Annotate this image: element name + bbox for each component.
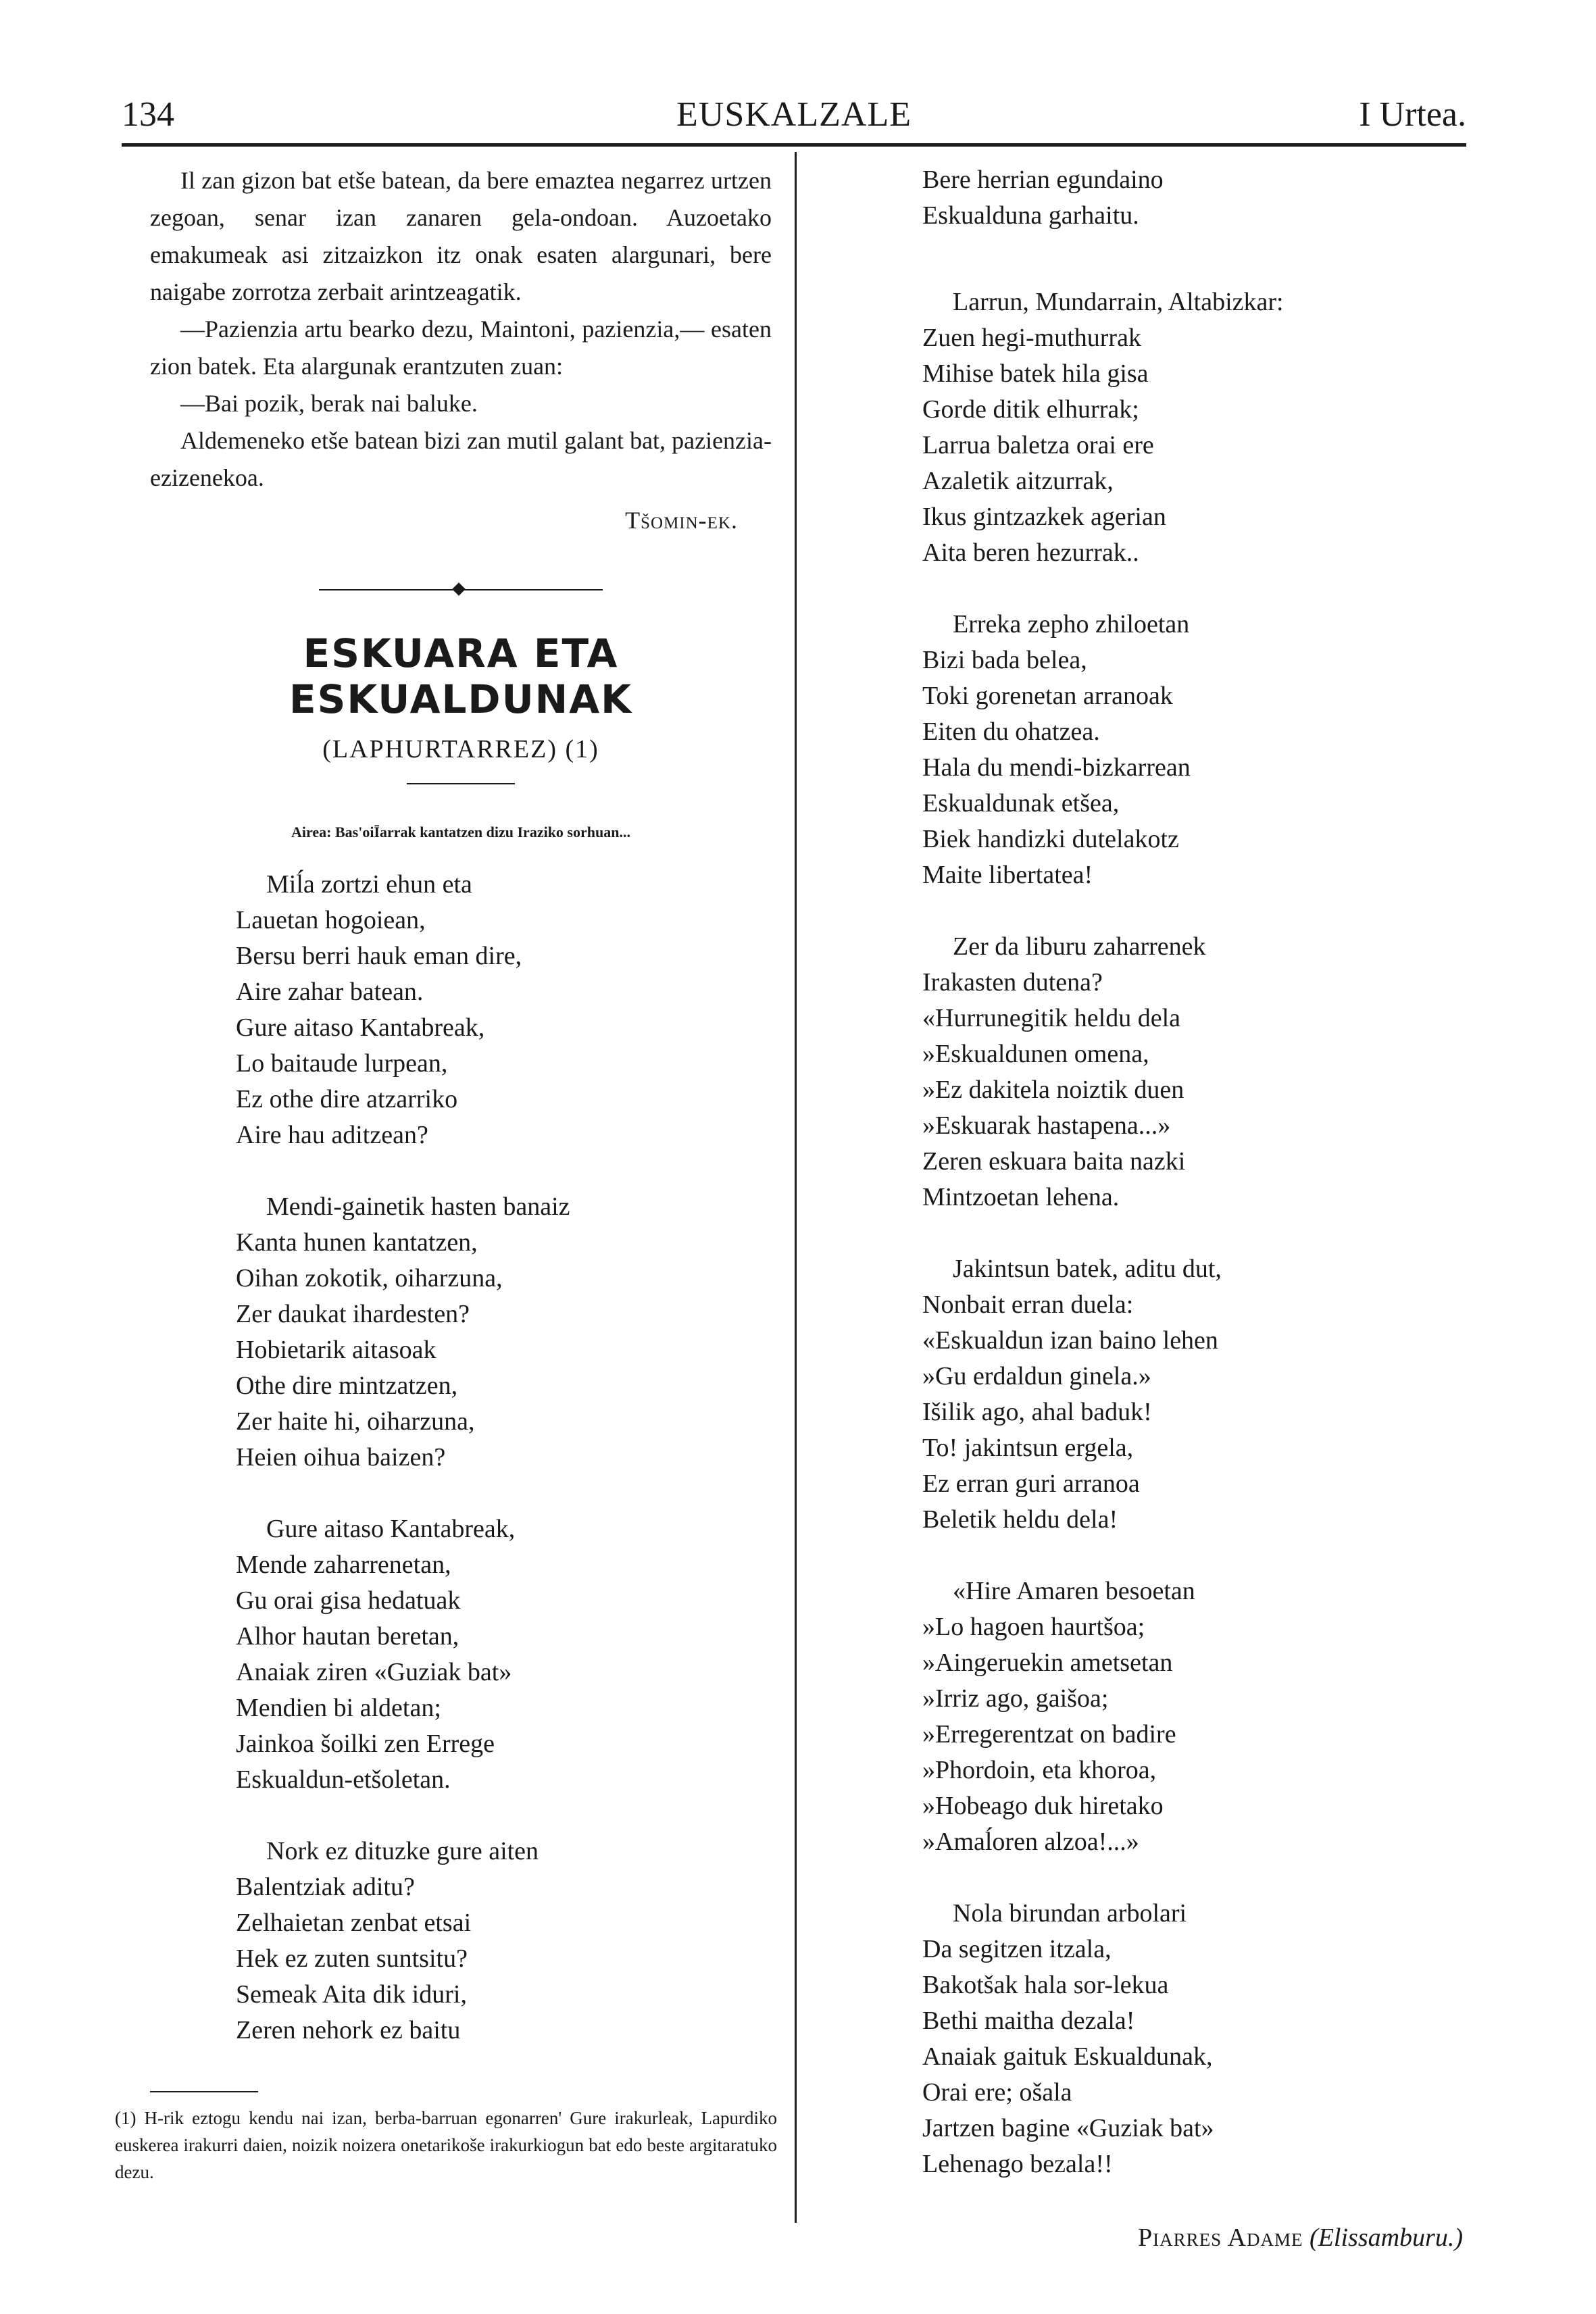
article-title: ESKUARA ETA ESKUALDUNAK	[289, 630, 633, 722]
author-signature	[922, 2219, 1463, 2257]
poem-line: »Ez dakitela noiztik duen	[922, 1076, 1184, 1104]
aire-note: Airea: Bas'oiĪarrak kantatzen dizu Iraziko sorhuan...	[291, 824, 630, 840]
poem-line: Zuen hegi-muthurrak	[922, 324, 1141, 352]
poem-line: Jartzen bagine «Guziak bat»	[922, 2114, 1214, 2142]
poem-line: Mendien bi aldetan;	[236, 1694, 441, 1722]
poem-line: Zeren nehork ez baitu	[236, 2016, 461, 2044]
poem-line: »Eskuarak hastapena...»	[922, 1111, 1171, 1140]
poem-line: »Erregerentzat on badire	[922, 1720, 1176, 1749]
section-ornament	[319, 580, 603, 600]
poem-line: Mende zaharrenetan,	[236, 1551, 451, 1579]
poem-line: Kanta hunen kantatzen,	[236, 1228, 478, 1257]
prose-paragraph: —Bai pozik, berak nai baluke.	[180, 390, 478, 417]
poem-line: »Phordoin, eta khoroa,	[922, 1756, 1157, 1784]
page-header	[122, 95, 1466, 142]
poem-line: »Lo hagoen haurtšoa;	[922, 1613, 1145, 1641]
poem-line: »Amaĺoren alzoa!...»	[922, 1828, 1139, 1856]
poem-line: Erreka zepho zhiloetan	[953, 610, 1190, 638]
poem-line: Jainkoa šoilki zen Errege	[236, 1730, 495, 1758]
prose-paragraph: Il zan gizon bat etše batean, da bere emaztea negarrez urtzen zegoan, senar izan zanaren gela-ondoan. Auzoetako emakumeak asi zitzaizkon itz onak esaten alargunari, bere naigabe zorrotza zerbait arintzeagatik.	[150, 167, 772, 305]
poem-line: Larrua baletza orai ere	[922, 431, 1154, 459]
article-subtitle: (LAPHURTARREZ) (1)	[322, 735, 599, 763]
poem-line: Bere herrian egundaino	[922, 166, 1164, 194]
poem-stanza	[922, 1251, 1463, 1538]
page-number: 134	[122, 95, 174, 134]
poem-line: Bersu berri hauk eman dire,	[236, 942, 522, 970]
poem-line: Zer haite hi, oiharzuna,	[236, 1407, 475, 1436]
poem-stanza	[150, 1189, 772, 1476]
poem-line: »Irriz ago, gaišoa;	[922, 1684, 1109, 1713]
poem-line: Bakotšak hala sor-lekua	[922, 1971, 1169, 1999]
poem-line: Othe dire mintzatzen,	[236, 1372, 458, 1400]
poem-line: Heien oihua baizen?	[236, 1443, 446, 1472]
poem-line: Beletik heldu dela!	[922, 1505, 1118, 1534]
poem-line: Orai ere; ošala	[922, 2078, 1072, 2107]
poem-stanza	[150, 1834, 772, 2048]
prose-story	[150, 162, 772, 539]
poem-line: Semeak Aita dik iduri,	[236, 1980, 467, 2009]
journal-year: I Urtea.	[1359, 95, 1466, 134]
poem-line: Hek ez zuten suntsitu?	[236, 1944, 468, 1973]
poem-line: »Aingeruekin ametsetan	[922, 1649, 1173, 1677]
author-alias: (Elissamburu.)	[1310, 2223, 1463, 2252]
column-divider	[795, 152, 797, 2223]
poem-line: Nola birundan arbolari	[953, 1899, 1187, 1928]
poem-line: «Eskualdun izan baino lehen	[922, 1326, 1218, 1355]
prose-paragraph: —Pazienzia artu bearko dezu, Maintoni, pazienzia,— esaten zion batek. Eta alargunak erantzuten zuan:	[150, 316, 772, 380]
poem-line: Zeren eskuara baita nazki	[922, 1147, 1186, 1176]
poem-stanza	[150, 1511, 772, 1798]
poem-line: »Eskualdunen omena,	[922, 1040, 1149, 1068]
poem-line: Gure aitaso Kantabreak,	[236, 1013, 485, 1042]
poem-line: Miĺa zortzi ehun eta	[266, 870, 472, 899]
poem-line: Zer da liburu zaharrenek	[953, 932, 1206, 961]
poem-stanza	[922, 284, 1463, 571]
left-column	[150, 162, 772, 2048]
poem-stanza	[922, 1574, 1463, 1860]
poem-line: Ez erran guri arranoa	[922, 1469, 1140, 1498]
poem-line: Biek handizki dutelakotz	[922, 825, 1179, 853]
poem-line: Bethi maitha dezala!	[922, 2007, 1135, 2035]
footnote-rule	[150, 2091, 258, 2092]
subtitle-rule	[407, 783, 515, 784]
footnote-mark: (1)	[115, 2108, 136, 2128]
poem-stanza	[922, 162, 1463, 234]
poem-stanza	[922, 1896, 1463, 2182]
poem-line: «Hurrunegitik heldu dela	[922, 1004, 1181, 1032]
poem-line: Mihise batek hila gisa	[922, 359, 1149, 388]
poem-line: Nonbait erran duela:	[922, 1290, 1134, 1319]
poem-line: Larrun, Mundarrain, Altabizkar:	[953, 288, 1284, 316]
poem-line: Hobietarik aitasoak	[236, 1336, 437, 1364]
poem-line: Eskualduna garhaitu.	[922, 201, 1139, 230]
footnote	[115, 2105, 777, 2186]
poem-line: Azaletik aitzurrak,	[922, 467, 1114, 495]
poem-line: Jakintsun batek, aditu dut,	[953, 1255, 1222, 1283]
poem-line: Gorde ditik elhurrak;	[922, 395, 1139, 424]
poem-line: Toki gorenetan arranoak	[922, 682, 1173, 710]
poem-line: Mendi-gainetik hasten banaiz	[266, 1192, 570, 1221]
footnote-text: H-rik eztogu kendu nai izan, berba-barruan egonarren' Gure irakurleak, Lapurdiko euskerea irakurri daien, noizik noizera onetarikoše irakurkiogun bat edo beste argitaratuko dezu.	[115, 2108, 777, 2182]
poem-line: Nork ez dituzke gure aiten	[266, 1837, 539, 1865]
poem-line: »Hobeago duk hiretako	[922, 1792, 1164, 1820]
poem-line: Aire zahar batean.	[236, 978, 424, 1006]
poem-line: To! jakintsun ergela,	[922, 1434, 1134, 1462]
poem-line: Gure aitaso Kantabreak,	[266, 1515, 516, 1543]
journal-title: EUSKALZALE	[676, 95, 912, 134]
poem-line: Maite libertatea!	[922, 861, 1093, 889]
poem-line: »Gu erdaldun ginela.»	[922, 1362, 1151, 1390]
poem-line: Zer daukat ihardesten?	[236, 1300, 470, 1328]
poem-line: Aire hau aditzean?	[236, 1121, 428, 1149]
prose-paragraph: Aldemeneko etše batean bizi zan mutil galant bat, pazienzia-ezizenekoa.	[150, 427, 772, 491]
diamond-icon	[452, 582, 466, 596]
author-name: Piarres Adame	[1138, 2223, 1303, 2252]
poem-line: Irakasten dutena?	[922, 968, 1103, 997]
poem-line: Anaiak ziren «Guziak bat»	[236, 1658, 512, 1686]
poem-line: Eskualdunak etšea,	[922, 789, 1120, 818]
poem-stanza	[922, 929, 1463, 1215]
poem-line: Hala du mendi-bizkarrean	[922, 753, 1191, 782]
poem-line: Ez othe dire atzarriko	[236, 1085, 458, 1113]
prose-signature: Tšomin-ek.	[625, 507, 738, 534]
right-column	[922, 162, 1463, 2257]
poem-line: Oihan zokotik, oiharzuna,	[236, 1264, 503, 1292]
poem-line: Aita beren hezurrak..	[922, 538, 1139, 567]
header-rule	[122, 143, 1466, 147]
poem-line: Lauetan hogoiean,	[236, 906, 426, 934]
poem-line: Ikus gintzazkek agerian	[922, 503, 1166, 531]
poem-stanza	[922, 607, 1463, 893]
poem-line: Balentziak aditu?	[236, 1873, 415, 1901]
poem-line: Mintzoetan lehena.	[922, 1183, 1120, 1211]
poem-line: Gu orai gisa hedatuak	[236, 1586, 461, 1615]
poem-line: Lehenago bezala!!	[922, 2150, 1113, 2178]
poem-line: «Hire Amaren besoetan	[953, 1577, 1195, 1605]
poem-line: Eiten du ohatzea.	[922, 718, 1100, 746]
poem-line: Lo baitaude lurpean,	[236, 1049, 448, 1078]
poem-line: Anaiak gaituk Eskualdunak,	[922, 2042, 1213, 2071]
poem-line: Alhor hautan beretan,	[236, 1622, 459, 1651]
poem-line: Zelhaietan zenbat etsai	[236, 1909, 472, 1937]
poem-line: Išilik ago, ahal baduk!	[922, 1398, 1152, 1426]
poem-line: Da segitzen itzala,	[922, 1935, 1112, 1963]
poem-line: Eskualdun-etšoletan.	[236, 1765, 451, 1794]
poem-stanza	[150, 867, 772, 1153]
poem-line: Bizi bada belea,	[922, 646, 1087, 674]
